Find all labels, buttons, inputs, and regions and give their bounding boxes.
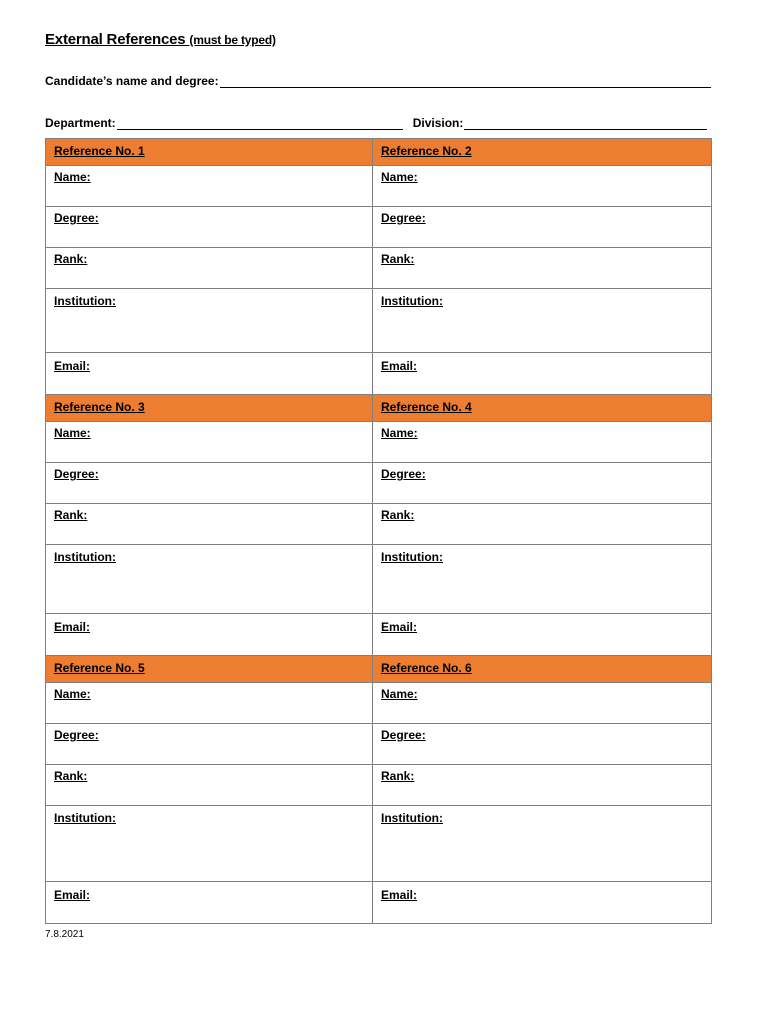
candidate-label: Candidate’s name and degree: [45,74,219,88]
reference-3-header: Reference No. 3 [46,395,373,422]
institution-row [46,806,712,882]
form-title-text: External References [45,31,186,48]
reference-1-header: Reference No. 1 [46,139,373,166]
name-row [46,683,712,724]
reference-5-degree-field[interactable]: Degree: [46,724,373,765]
reference-6-name-field[interactable]: Name: [373,683,712,724]
degree-row [46,463,712,504]
reference-4-email-field[interactable]: Email: [373,614,712,656]
institution-row [46,545,712,614]
degree-row [46,724,712,765]
department-division-row [45,116,707,130]
department-field[interactable] [117,118,403,130]
name-row [46,422,712,463]
reference-1-email-field[interactable]: Email: [46,353,373,395]
division-field[interactable] [464,118,707,130]
reference-5-name-field[interactable]: Name: [46,683,373,724]
reference-5-header: Reference No. 5 [46,656,373,683]
reference-3-institution-field[interactable]: Institution: [46,545,373,614]
reference-6-degree-field[interactable]: Degree: [373,724,712,765]
reference-header-row [46,656,712,683]
degree-row [46,207,712,248]
reference-3-email-field[interactable]: Email: [46,614,373,656]
reference-2-degree-field[interactable]: Degree: [373,207,712,248]
revision-date: 7.8.2021 [45,929,84,940]
reference-6-email-field[interactable]: Email: [373,882,712,924]
email-row [46,353,712,395]
reference-1-institution-field[interactable]: Institution: [46,289,373,353]
institution-row [46,289,712,353]
rank-row [46,248,712,289]
reference-header-row [46,395,712,422]
reference-2-header: Reference No. 2 [373,139,712,166]
reference-5-institution-field[interactable]: Institution: [46,806,373,882]
email-row [46,614,712,656]
reference-6-institution-field[interactable]: Institution: [373,806,712,882]
reference-4-rank-field[interactable]: Rank: [373,504,712,545]
rank-row [46,765,712,806]
rank-row [46,504,712,545]
division-label: Division: [412,116,464,130]
reference-4-header: Reference No. 4 [373,395,712,422]
reference-4-name-field[interactable]: Name: [373,422,712,463]
reference-4-degree-field[interactable]: Degree: [373,463,712,504]
reference-2-email-field[interactable]: Email: [373,353,712,395]
form-title [45,31,276,48]
reference-6-header: Reference No. 6 [373,656,712,683]
reference-2-name-field[interactable]: Name: [373,166,712,207]
reference-5-rank-field[interactable]: Rank: [46,765,373,806]
reference-3-rank-field[interactable]: Rank: [46,504,373,545]
reference-6-rank-field[interactable]: Rank: [373,765,712,806]
references-table [45,138,712,924]
reference-3-degree-field[interactable]: Degree: [46,463,373,504]
reference-1-degree-field[interactable]: Degree: [46,207,373,248]
reference-header-row [46,139,712,166]
form-title-note: (must be typed) [189,33,276,47]
reference-3-name-field[interactable]: Name: [46,422,373,463]
reference-5-email-field[interactable]: Email: [46,882,373,924]
email-row [46,882,712,924]
candidate-row [45,74,711,88]
department-label: Department: [45,116,116,130]
reference-2-institution-field[interactable]: Institution: [373,289,712,353]
reference-1-name-field[interactable]: Name: [46,166,373,207]
reference-1-rank-field[interactable]: Rank: [46,248,373,289]
reference-2-rank-field[interactable]: Rank: [373,248,712,289]
reference-4-institution-field[interactable]: Institution: [373,545,712,614]
name-row [46,166,712,207]
candidate-field[interactable] [220,76,711,88]
